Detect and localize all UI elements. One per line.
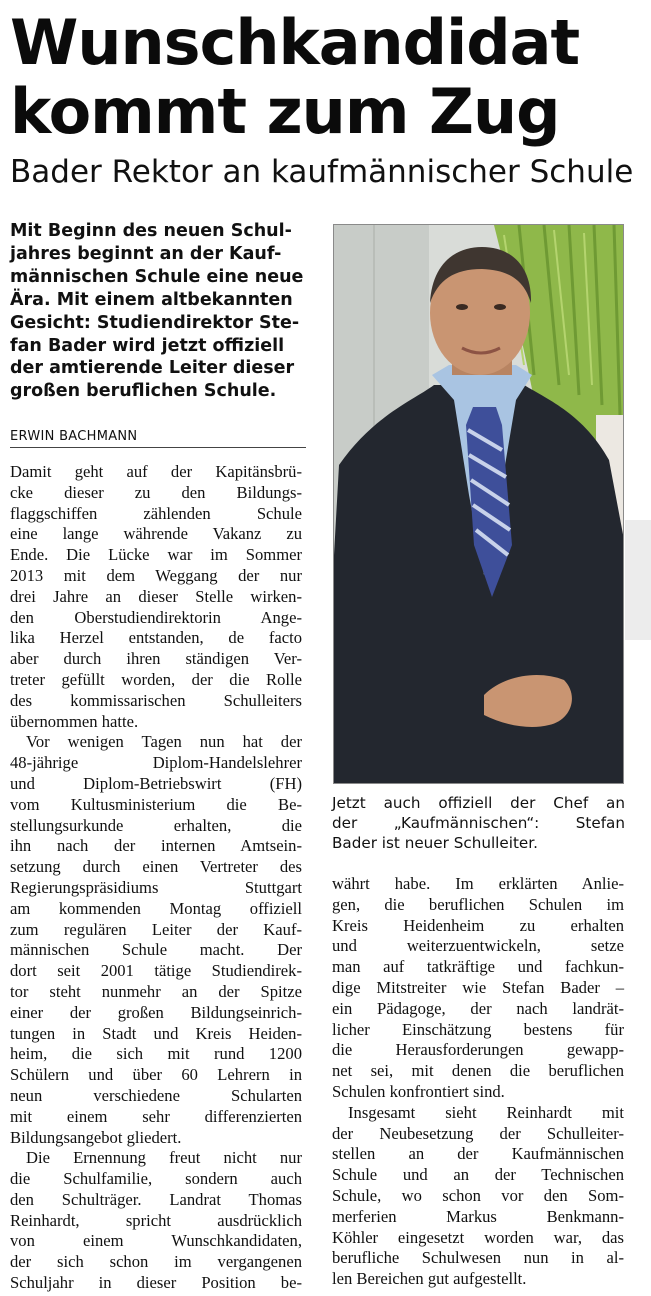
body-line: len Bereichen gut aufgestellt. bbox=[332, 1269, 527, 1289]
portrait-photo bbox=[333, 224, 624, 784]
body-line: Schule, wo schon vor den Som- bbox=[332, 1185, 624, 1205]
body-line: eine lange währende Vakanz zu bbox=[10, 524, 302, 544]
body-line: und Diplom-Betriebswirt (FH) bbox=[10, 773, 302, 793]
body-line: Die Ernennung freut nicht nur bbox=[26, 1148, 302, 1168]
caption-line: Jetzt auch offiziell der Chef an bbox=[332, 794, 625, 812]
body-line: zum regulären Leiter der Kauf- bbox=[10, 919, 302, 939]
body-line: Reinhardt, spricht ausdrücklich bbox=[10, 1210, 302, 1230]
body-line: 2013 mit dem Weggang der nur bbox=[10, 565, 302, 585]
portrait-illustration bbox=[334, 225, 624, 784]
lead-line: der amtierende Leiter dieser bbox=[10, 358, 295, 379]
body-line: Schule und an der Technischen bbox=[332, 1165, 624, 1185]
body-line: Damit geht auf der Kapitänsbrü- bbox=[10, 462, 302, 481]
body-line: ein Pädagoge, der nach landrät- bbox=[332, 998, 624, 1018]
body-line: heim, die sich mit rund 1200 bbox=[10, 1044, 302, 1064]
body-line: treter gefüllt worden, der die Rolle bbox=[10, 669, 302, 689]
body-line: den Schulträger. Landrat Thomas bbox=[10, 1189, 302, 1209]
body-line: Bildungsangebot gliedert. bbox=[10, 1127, 182, 1147]
lead-paragraph bbox=[10, 220, 310, 403]
caption-line: der „Kaufmännischen“: Stefan bbox=[332, 814, 625, 832]
lead-line: Mit Beginn des neuen Schul- bbox=[10, 221, 292, 241]
body-line: flaggschiffen zählenden Schule bbox=[10, 503, 302, 523]
body-line: Insgesamt sieht Reinhardt mit bbox=[348, 1102, 624, 1122]
lead-line: männischen Schule eine neue bbox=[10, 266, 304, 287]
lead-line: Ära. Mit einem altbekannten bbox=[10, 289, 293, 310]
caption-line: Bader ist neuer Schulleiter. bbox=[332, 834, 538, 852]
lead-line: großen beruflichen Schule. bbox=[10, 381, 277, 402]
body-line: und weiterzuentwickeln, setze bbox=[332, 936, 624, 956]
body-column-right bbox=[332, 874, 624, 1290]
body-line: die Schulfamilie, sondern auch bbox=[10, 1169, 302, 1189]
lead-line: fan Bader wird jetzt offiziell bbox=[10, 335, 285, 356]
body-line: stellungsurkunde erhalten, die bbox=[10, 815, 302, 835]
body-line: Ende. Die Lücke war im Sommer bbox=[10, 545, 302, 565]
body-line: währt habe. Im erklärten Anlie- bbox=[332, 874, 624, 893]
headline bbox=[10, 8, 640, 146]
body-line: licher Einschätzung bestens für bbox=[332, 1019, 624, 1039]
body-line: Kreis Heidenheim zu erhalten bbox=[332, 915, 624, 935]
photo-eye-right bbox=[494, 304, 506, 310]
body-line: aber durch ihren ständigen Ver- bbox=[10, 649, 302, 669]
body-line: der sich schon im vergangenen bbox=[10, 1252, 302, 1272]
body-line: des kommissarischen Schulleiters bbox=[10, 690, 302, 710]
body-line: ihn nach der internen Amtsein- bbox=[10, 836, 302, 856]
body-line: gen, die beruflichen Schulen im bbox=[332, 894, 624, 914]
body-line: 48-jährige Diplom-Handelslehrer bbox=[10, 753, 302, 773]
body-line: übernommen hatte. bbox=[10, 711, 139, 731]
body-line: berufliche Schulwesen nun in al- bbox=[332, 1248, 624, 1268]
body-line: lika Herzel entstanden, de facto bbox=[10, 628, 302, 648]
body-line: drei Jahre an dieser Stelle wirken- bbox=[10, 586, 302, 606]
body-line: Schulen konfrontiert sind. bbox=[332, 1081, 505, 1101]
body-line: setzung durch einen Vertreter des bbox=[10, 857, 302, 877]
headline-line-1: Wunschkandidat bbox=[10, 6, 580, 79]
photo-caption bbox=[332, 793, 625, 853]
photo-eye-left bbox=[456, 304, 468, 310]
body-line: Schuljahr in dieser Position be- bbox=[10, 1273, 302, 1293]
body-line: merferien Markus Benkmann- bbox=[332, 1206, 624, 1226]
body-line: tor steht nunmehr an der Spitze bbox=[10, 981, 302, 1001]
body-line: die Herausforderungen gewapp- bbox=[332, 1040, 624, 1060]
body-line: von einem Wunschkandidaten, bbox=[10, 1231, 302, 1251]
body-line: dort seit 2001 tätige Studiendirek- bbox=[10, 961, 302, 981]
body-line: cke dieser zu den Bildungs- bbox=[10, 482, 302, 502]
body-line: vom Kultusministerium die Be- bbox=[10, 794, 302, 814]
body-line: stellen an der Kaufmännischen bbox=[332, 1144, 624, 1164]
body-line: neun verschiedene Schularten bbox=[10, 1085, 302, 1105]
subheadline: Bader Rektor an kaufmännischer Schule bbox=[10, 154, 634, 190]
body-line: am kommenden Montag offiziell bbox=[10, 898, 302, 918]
author-byline: ERWIN BACHMANN bbox=[10, 428, 306, 448]
body-line: net sei, mit denen die beruflichen bbox=[332, 1061, 624, 1081]
body-line: man auf tatkräftige und fachkun- bbox=[332, 957, 624, 977]
lead-line: jahres beginnt an der Kauf- bbox=[10, 243, 282, 264]
body-line: tungen in Stadt und Kreis Heiden- bbox=[10, 1023, 302, 1043]
body-line: mit einem sehr differenzierten bbox=[10, 1106, 302, 1126]
body-line: dige Mitstreiter wie Stefan Bader – bbox=[332, 977, 624, 997]
body-line: Schülern und über 60 Lehrern in bbox=[10, 1065, 302, 1085]
photo-edge-artifact bbox=[625, 520, 651, 640]
body-line: Vor wenigen Tagen nun hat der bbox=[26, 732, 302, 752]
body-line: Regierungspräsidiums Stuttgart bbox=[10, 877, 302, 897]
body-column-left bbox=[10, 462, 302, 1294]
body-line: männischen Schule macht. Der bbox=[10, 940, 302, 960]
body-line: Köhler eingesetzt worden war, das bbox=[332, 1227, 624, 1247]
body-line: der Neubesetzung der Schulleiter- bbox=[332, 1123, 624, 1143]
body-line: einer der großen Bildungseinrich- bbox=[10, 1002, 302, 1022]
lead-line: Gesicht: Studiendirektor Ste- bbox=[10, 312, 300, 333]
body-line: den Oberstudiendirektorin Ange- bbox=[10, 607, 302, 627]
headline-line-2: kommt zum Zug bbox=[10, 75, 560, 148]
